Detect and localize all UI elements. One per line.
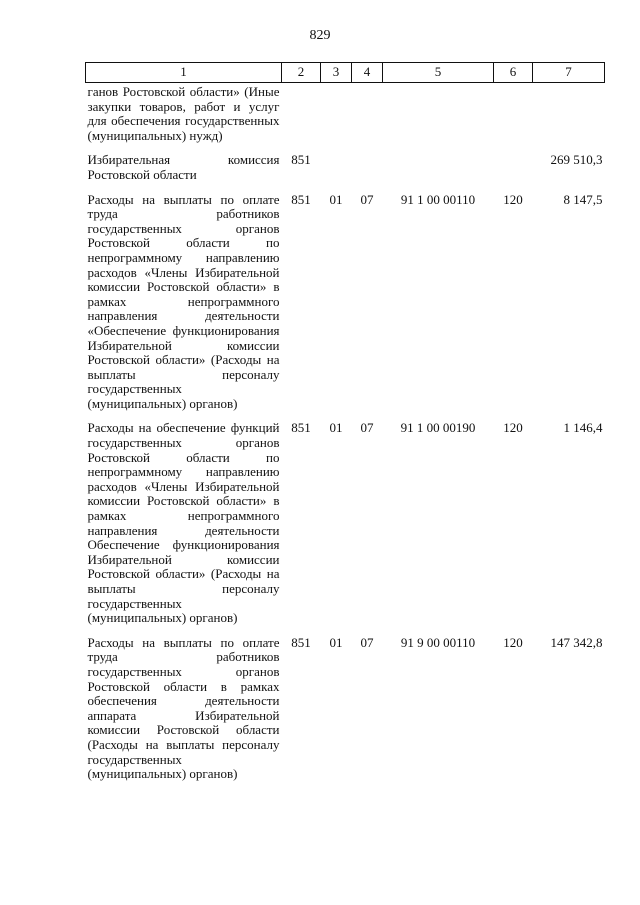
row-rz: 01 bbox=[329, 191, 343, 207]
row-name: Избирательная комиссия Ростовской области bbox=[87, 152, 280, 182]
row-rz bbox=[321, 151, 352, 190]
row-pr: 07 bbox=[360, 634, 374, 650]
row-amount: 1 146,4 bbox=[563, 420, 603, 436]
column-header-3: 3 bbox=[321, 63, 352, 83]
row-csr: 91 9 00 00110 bbox=[400, 634, 476, 650]
column-header-2: 2 bbox=[282, 63, 321, 83]
row-ved: 851 bbox=[291, 634, 311, 650]
row-csr bbox=[383, 151, 494, 190]
row-pr: 07 bbox=[360, 420, 374, 436]
row-ved: 851 bbox=[291, 152, 311, 168]
row-vr: 120 bbox=[503, 634, 523, 650]
table-row bbox=[86, 151, 605, 190]
page-number: 829 bbox=[309, 28, 331, 43]
table-row bbox=[86, 634, 605, 790]
row-ved: 851 bbox=[291, 191, 311, 207]
row-amount: 269 510,3 bbox=[550, 152, 603, 168]
row-pr bbox=[352, 83, 383, 152]
table-row bbox=[86, 83, 605, 152]
row-ved bbox=[282, 83, 321, 152]
column-header-6: 6 bbox=[494, 63, 533, 83]
row-name: Расходы на обеспечение функций государственных органов Ростовской области по непрограммному направлению расходов «Члены Избирательной комиссии Ростовской области» в рамках непрограммного направления деятельности Обеспечение функционирования Избирательной комиссии Ростовской области» (Расходы на выплаты персоналу государственных (муниципальных) органов) bbox=[87, 420, 280, 626]
row-vr bbox=[494, 83, 533, 152]
row-pr: 07 bbox=[360, 191, 374, 207]
row-amount bbox=[533, 83, 605, 152]
table-row bbox=[86, 191, 605, 420]
row-amount: 8 147,5 bbox=[563, 191, 603, 207]
row-pr bbox=[352, 151, 383, 190]
column-header-1: 1 bbox=[86, 63, 282, 83]
row-rz: 01 bbox=[329, 634, 343, 650]
row-csr: 91 1 00 00190 bbox=[400, 420, 476, 436]
row-amount: 147 342,8 bbox=[550, 634, 603, 650]
row-vr: 120 bbox=[503, 191, 523, 207]
column-header-4: 4 bbox=[352, 63, 383, 83]
column-number-row bbox=[86, 63, 605, 83]
column-header-7: 7 bbox=[533, 63, 605, 83]
budget-table bbox=[85, 62, 605, 790]
row-vr bbox=[494, 151, 533, 190]
table-row bbox=[86, 419, 605, 633]
row-csr: 91 1 00 00110 bbox=[400, 191, 476, 207]
column-header-5: 5 bbox=[383, 63, 494, 83]
row-name: Расходы на выплаты по оплате труда работников государственных органов Ростовской области в рамках обеспечения деятельности аппарата Избирательной комиссии Ростовской области (Расходы на выплаты персоналу государственных (муниципальных) органов) bbox=[87, 634, 280, 782]
row-ved: 851 bbox=[291, 420, 311, 436]
row-rz: 01 bbox=[329, 420, 343, 436]
row-name: Расходы на выплаты по оплате труда работников государственных органов Ростовской области по непрограммному направлению расходов «Члены Избирательной комиссии Ростовской области» в рамках непрограммного направления деятельности «Обеспечение функционирования Избирательной комиссии Ростовской области» (Расходы на выплаты персоналу государственных (муниципальных) органов) bbox=[87, 191, 280, 411]
row-vr: 120 bbox=[503, 420, 523, 436]
row-name: ганов Ростовской области» (Иные закупки товаров, работ и услуг для обеспечения государственных (муниципальных) нужд) bbox=[87, 84, 280, 143]
row-csr bbox=[383, 83, 494, 152]
row-rz bbox=[321, 83, 352, 152]
